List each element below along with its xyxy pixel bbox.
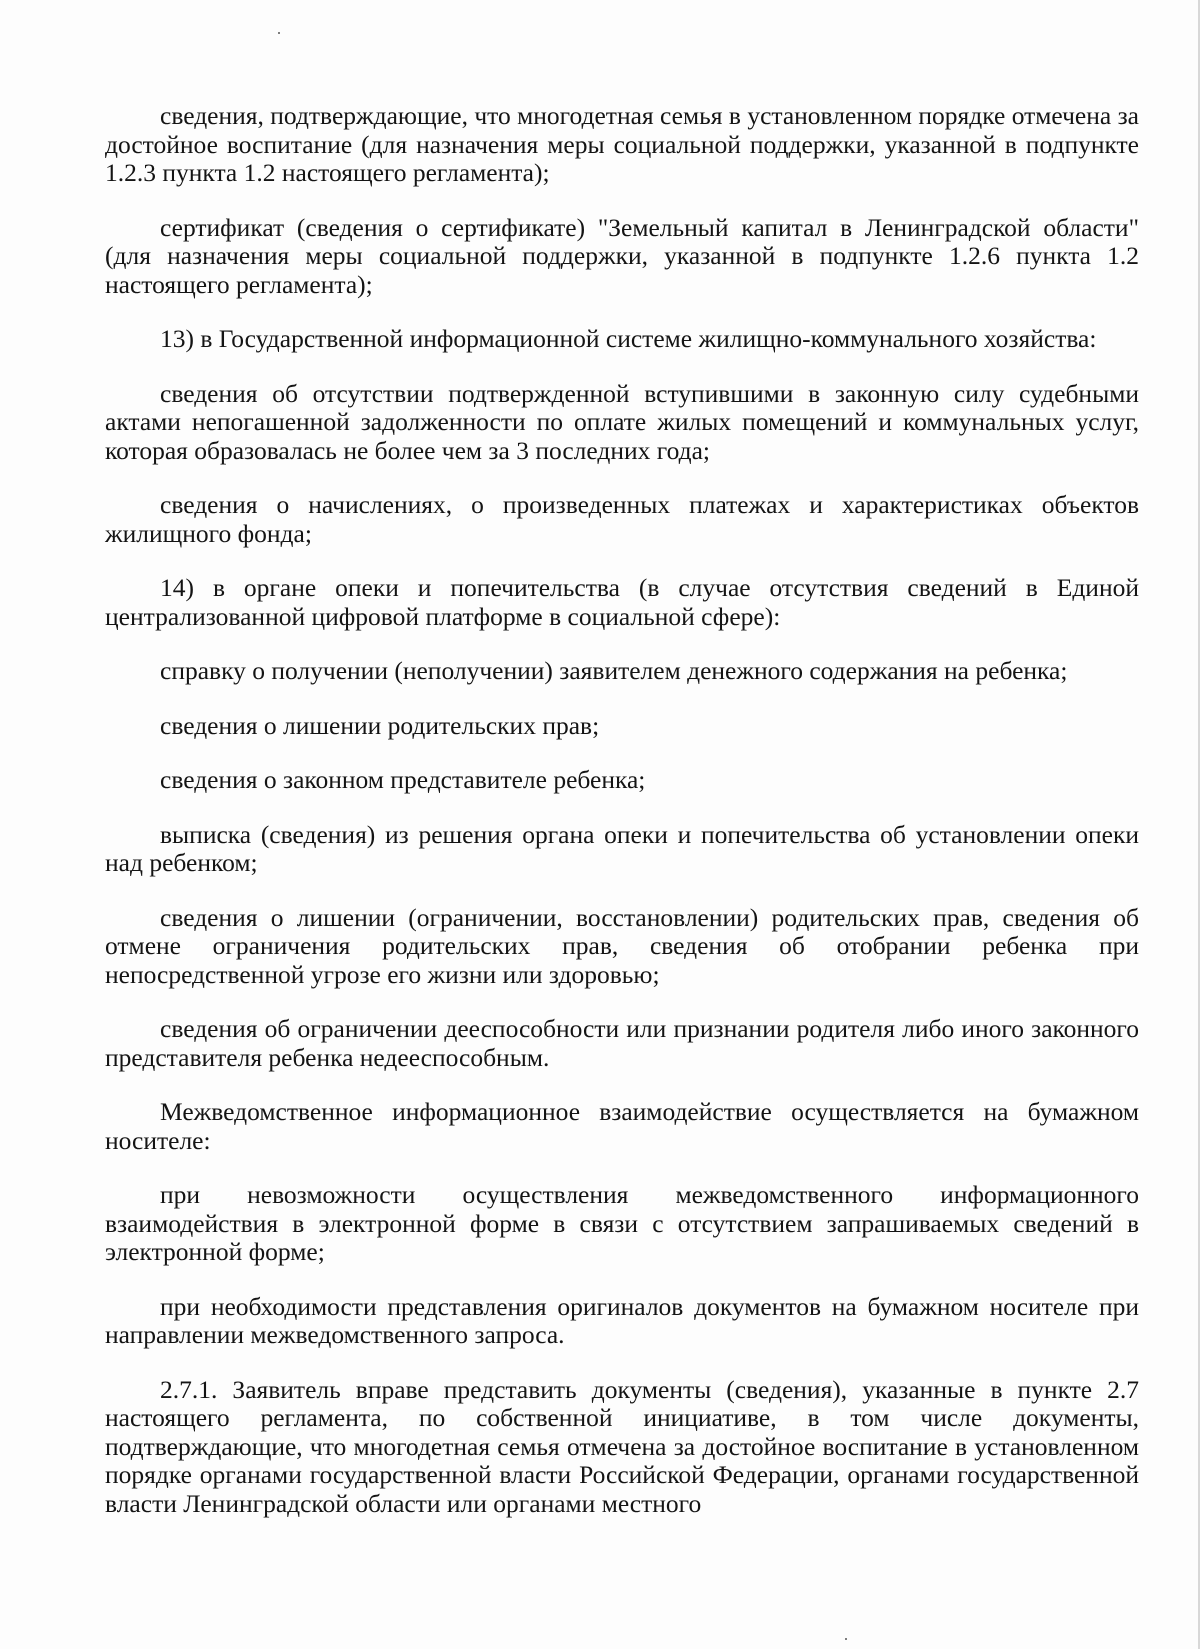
paragraph: сведения о лишении родительских прав; <box>160 710 600 740</box>
paragraph: сведения о законном представителе ребенка; <box>160 765 646 794</box>
paragraph: сведения об ограничении дееспособности или признании родителя либо иного законного представителя ребенка недееспособным. <box>105 1014 1139 1072</box>
paragraph: при необходимости представления оригиналов документов на бумажном носителе при направлении межведомственного запроса. <box>105 1291 1139 1349</box>
paragraph: сведения, подтверждающие, что многодетная семья в установленном порядке отмечена за достойное воспитание (для назначения меры социальной поддержки, указанной в подпункте 1.2.3 пункта 1.2 настоящего регламента); <box>105 101 1139 187</box>
paragraph: сведения об отсутствии подтвержденной вступившими в законную силу судебными актами непогашенной задолженности по оплате жилых помещений и коммунальных услуг, которая образовалась не более чем за 3 последних года; <box>105 378 1139 465</box>
scan-speck <box>278 32 280 34</box>
paragraph: справку о получении (неполучении) заявителем денежного содержания на ребенка; <box>160 656 1068 685</box>
scan-speck <box>845 1638 847 1640</box>
paragraph: при невозможности осуществления межведомственного информационного взаимодействия в электронной форме в связи с отсутствием запрашиваемых сведений в электронной форме; <box>105 1180 1139 1266</box>
paragraph: Межведомственное информационное взаимодействие осуществляется на бумажном носителе: <box>105 1097 1139 1155</box>
paragraph: 14) в органе опеки и попечительства (в случае отсутствия сведений в Единой централизованной цифровой платформе в социальной сфере): <box>105 573 1139 631</box>
paragraph: сведения о лишении (ограничении, восстановлении) родительских прав, сведения об отмене ограничения родительских прав, сведения об отобрании ребенка при непосредственной угрозе его жизни или здоровью; <box>105 902 1139 989</box>
paragraph: выписка (сведения) из решения органа опеки и попечительства об установлении опеки над ребенком; <box>105 819 1139 877</box>
paragraph: 13) в Государственной информационной системе жилищно-коммунального хозяйства: <box>160 324 1097 353</box>
paragraph: 2.7.1. Заявитель вправе представить документы (сведения), указанные в пункте 2.7 настоящего регламента, по собственной инициативе, в том числе документы, подтверждающие, что многодетная семья отмечена за достойное воспитание в установленном порядке органами государственной власти Российской Федерации, органами государственной власти Ленинградской области или органами местного <box>105 1374 1139 1518</box>
paragraph: сертификат (сведения о сертификате) "Земельный капитал в Ленинградской области" (для назначения меры социальной поддержки, указанной в подпункте 1.2.6 пункта 1.2 настоящего регламента); <box>105 212 1139 299</box>
paragraph: сведения о начислениях, о произведенных платежах и характеристиках объектов жилищного фонда; <box>105 490 1139 548</box>
document-body <box>105 102 1139 1544</box>
